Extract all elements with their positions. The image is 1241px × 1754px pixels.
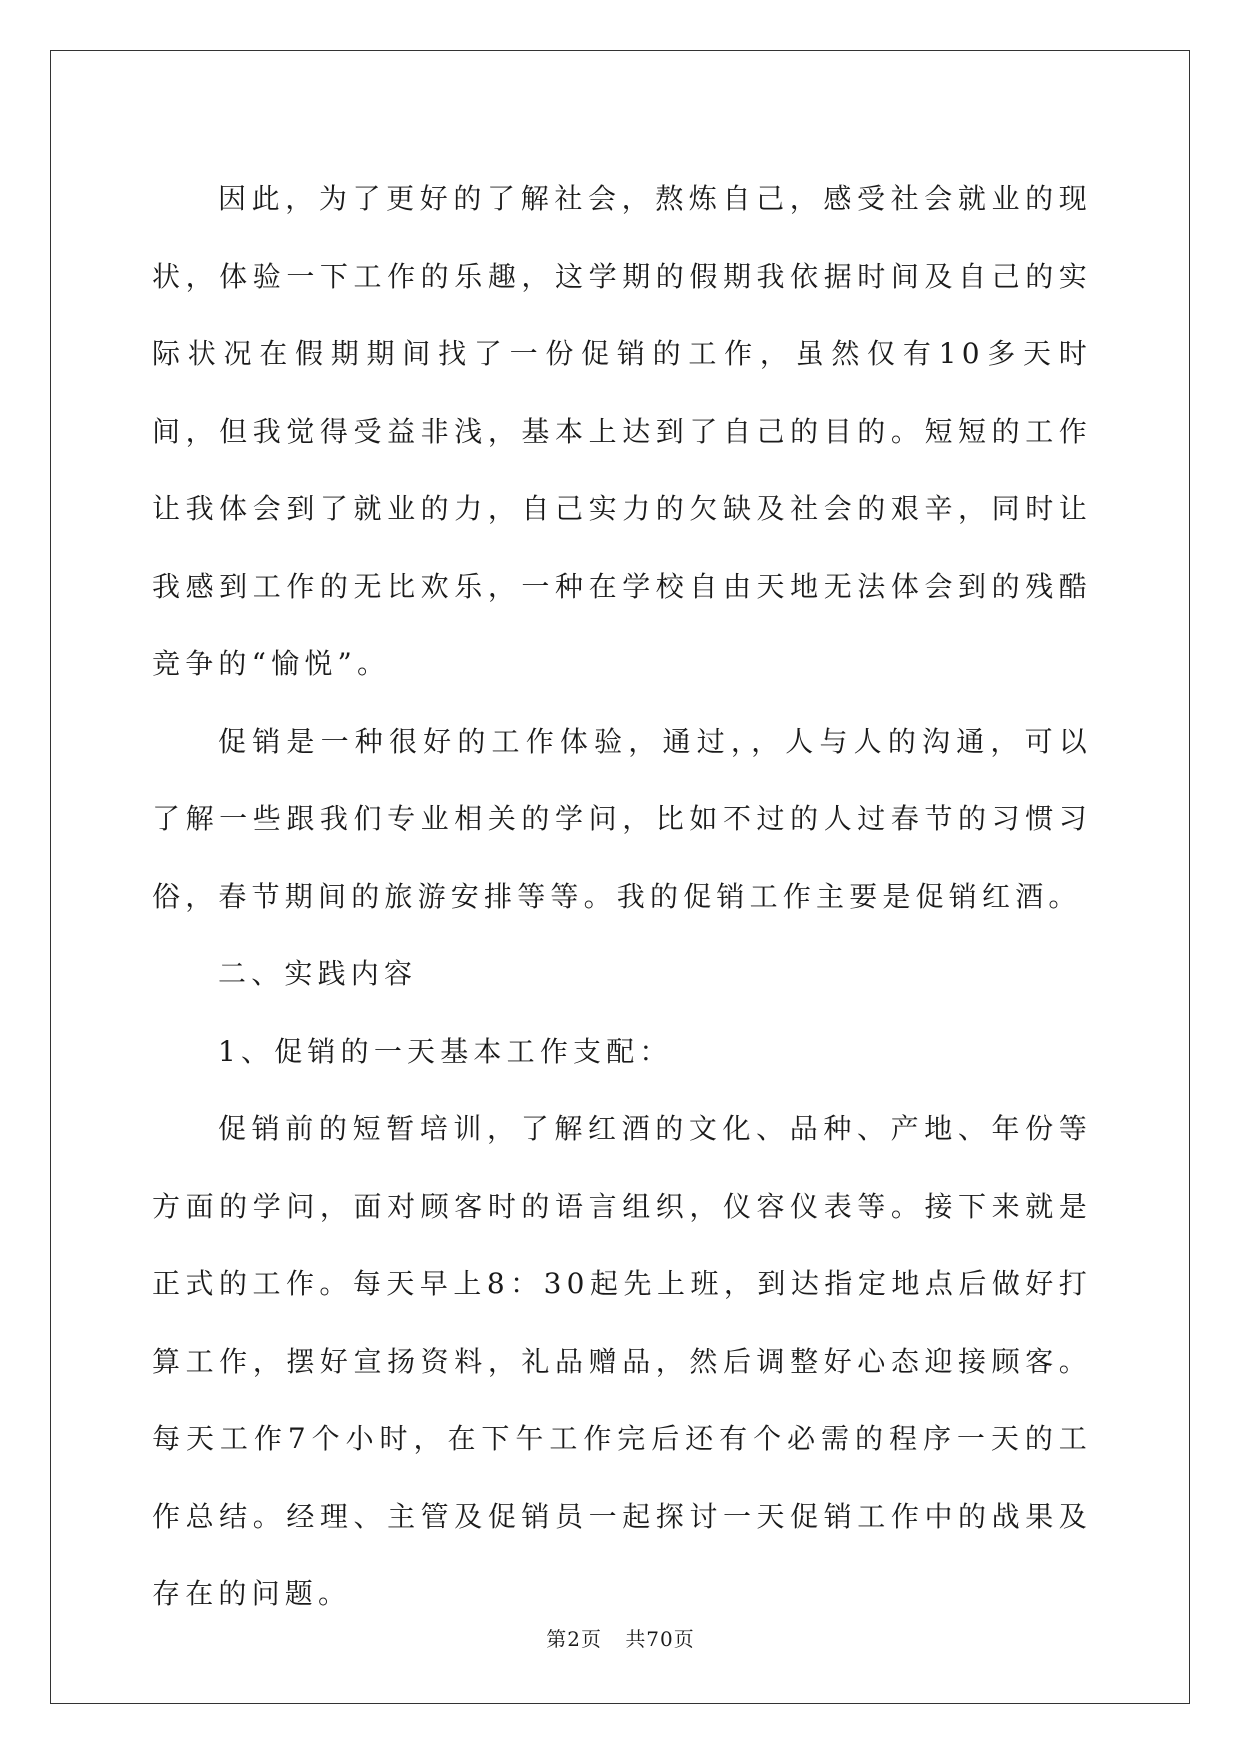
- paragraph-intro: 因此，为了更好的了解社会，熬炼自己，感受社会就业的现状，体验一下工作的乐趣，这学期的假期我依据时间及自己的实际状况在假期期间找了一份促销的工作，虽然仅有10多天时间，但我觉得受益非浅，基本上达到了自己的目的。短短的工作让我体会到了就业的力，自己实力的欠缺及社会的艰辛，同时让我感到工作的无比欢乐，一种在学校自由天地无法体会到的残酷竞争的“愉悦”。: [152, 182, 1092, 680]
- page-total: 共70页: [625, 1627, 695, 1651]
- paragraph-daily-work: 促销前的短暂培训，了解红酒的文化、品种、产地、年份等方面的学问，面对顾客时的语言组织，仪容仪表等。接下来就是正式的工作。每天早上8：30起先上班，到达指定地点后做好打算工作，摆好宣扬资料，礼品赠品，然后调整好心态迎接顾客。每天工作7个小时，在下午工作完后还有个必需的程序一天的工作总结。经理、主管及促销员一起探讨一天促销工作中的战果及存在的问题。: [152, 1112, 1092, 1610]
- section-heading: 二、实践内容: [218, 957, 418, 990]
- subsection-heading: 1、促销的一天基本工作支配：: [218, 1034, 673, 1068]
- page-footer: [0, 1623, 1241, 1652]
- page-number: 第2页: [546, 1627, 602, 1651]
- paragraph-promotion: 促销是一种很好的工作体验，通过，，人与人的沟通，可以了解一些跟我们专业相关的学问，比如不过的人过春节的习惯习俗，春节期间的旅游安排等等。我的促销工作主要是促销红酒。: [152, 724, 1092, 913]
- document-body: [152, 160, 1092, 1633]
